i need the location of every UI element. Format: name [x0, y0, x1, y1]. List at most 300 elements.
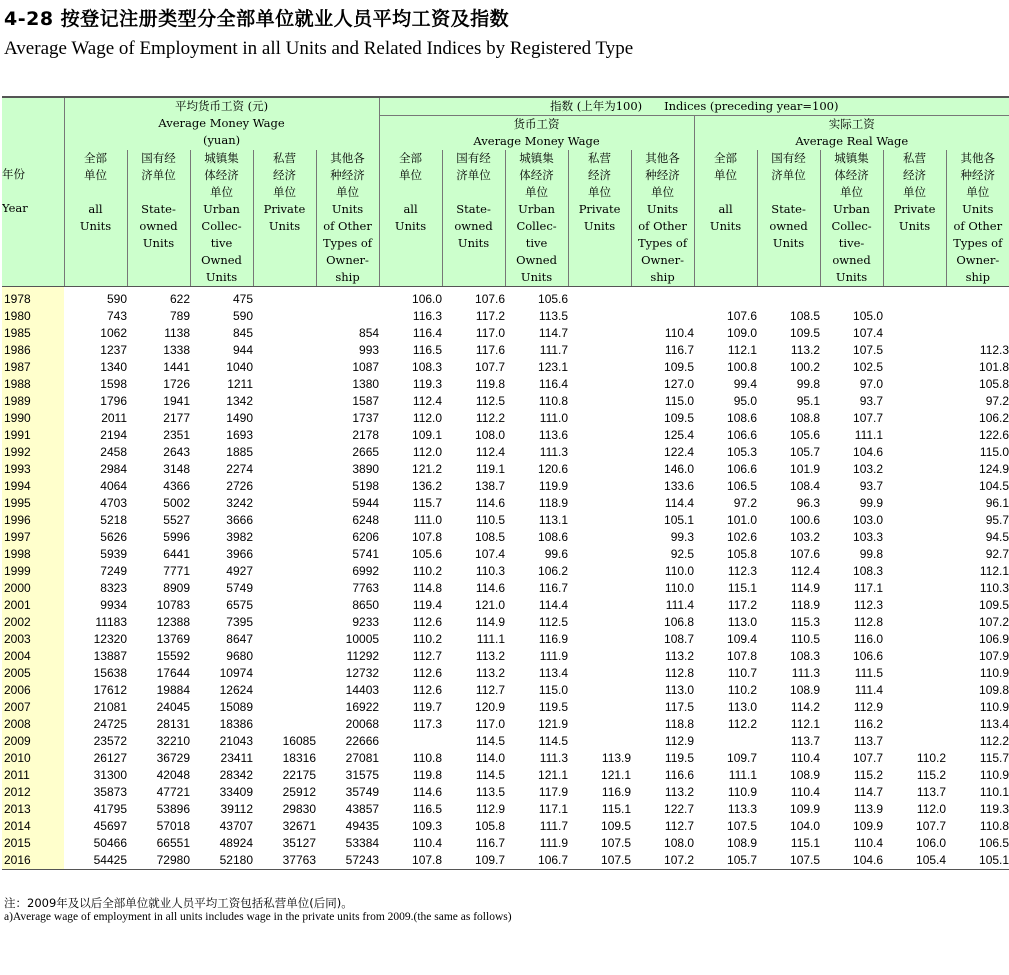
value-cell: 39112: [220, 802, 253, 816]
col-header-line: [128, 184, 190, 201]
value-cell: [757, 287, 820, 309]
year-cell: 2003: [2, 631, 64, 648]
value-cell: 115.3: [790, 615, 821, 629]
value-cell: 22175: [282, 768, 316, 782]
table-row: [2, 563, 1009, 580]
table-row: [2, 495, 1009, 512]
value-cell: [568, 563, 631, 580]
table-row: [2, 427, 1009, 444]
value-cell: 1342: [226, 394, 253, 408]
value-cell: 52180: [190, 852, 253, 870]
year-cell: 1995: [2, 495, 64, 512]
col-header-line: 单位: [714, 168, 738, 182]
col-header-line: Urban: [518, 202, 555, 216]
value-cell: 114.0: [475, 751, 506, 765]
value-cell: [568, 648, 631, 665]
value-cell: 99.8: [796, 377, 821, 391]
value-cell: 114.6: [412, 785, 443, 799]
col-header-wage-2: [190, 150, 253, 287]
value-cell: 105.4: [883, 852, 946, 870]
value-cell: 9934: [100, 598, 127, 612]
value-cell: 13887: [93, 649, 127, 663]
value-cell: [253, 308, 316, 325]
value-cell: 106.8: [664, 615, 695, 629]
year-cell: 1994: [2, 478, 64, 495]
col-header-line: Units: [394, 219, 427, 233]
value-cell: 106.9: [979, 632, 1009, 646]
value-cell: 5741: [352, 547, 380, 561]
col-header-line: Collec-: [201, 219, 242, 233]
value-cell: [253, 512, 316, 529]
value-cell: [568, 461, 631, 478]
value-cell: 113.2: [475, 666, 506, 680]
value-cell: 5198: [352, 479, 380, 493]
col-header-line: 单位: [399, 168, 423, 182]
value-cell: [253, 563, 316, 580]
value-cell: 1040: [226, 360, 253, 374]
col-header-line: 城镇集: [204, 151, 239, 165]
value-cell: [883, 631, 946, 648]
group-indices: 指数 (上年为100) Indices (preceding year=100): [379, 97, 1009, 116]
value-cell: [568, 410, 631, 427]
col-header-real-0: [694, 150, 757, 287]
value-cell: 125.4: [664, 428, 695, 442]
value-cell: 119.3: [979, 802, 1009, 816]
value-cell: 107.9: [979, 649, 1009, 663]
col-header-line: Units: [142, 236, 175, 250]
col-header-line: State-: [771, 202, 806, 216]
col-header-line: 其他各: [330, 151, 365, 165]
value-cell: 101.9: [790, 462, 821, 476]
year-cell: 1992: [2, 444, 64, 461]
value-cell: 115.7: [979, 751, 1009, 765]
value-cell: 112.1: [790, 717, 821, 731]
value-cell: 113.9: [601, 751, 632, 765]
value-cell: 2665: [352, 445, 380, 459]
wage-table: [2, 96, 1009, 870]
value-cell: 115.2: [853, 768, 884, 782]
value-cell: 1885: [226, 445, 253, 459]
group-average-money-wage: [64, 97, 379, 150]
value-cell: 119.9: [538, 479, 569, 493]
value-cell: 111.3: [791, 666, 821, 680]
value-cell: 108.9: [790, 683, 821, 697]
value-cell: 116.5: [412, 343, 443, 357]
value-cell: 124.9: [979, 462, 1009, 476]
col-header-line: Units: [79, 219, 112, 233]
value-cell: [253, 546, 316, 563]
value-cell: 117.0: [475, 717, 506, 731]
value-cell: 107.5: [601, 836, 632, 850]
value-cell: 112.2: [475, 411, 506, 425]
value-cell: 112.2: [979, 734, 1009, 748]
col-header-line: Owned: [201, 253, 242, 267]
page-title-en: Average Wage of Employment in all Units and Related Indices by Registered Type: [4, 38, 634, 59]
value-cell: 97.2: [733, 496, 758, 510]
value-cell: 112.6: [412, 666, 443, 680]
value-cell: 109.1: [412, 428, 443, 442]
value-cell: 25912: [282, 785, 316, 799]
value-cell: [253, 529, 316, 546]
value-cell: 590: [232, 309, 253, 323]
value-cell: 5002: [163, 496, 190, 510]
value-cell: 116.0: [853, 632, 884, 646]
value-cell: 29830: [282, 802, 316, 816]
col-header-line: Units: [268, 219, 301, 233]
value-cell: 109.9: [853, 819, 884, 833]
col-header-line: Collec-: [516, 219, 557, 233]
col-header-line: 济单位: [771, 168, 806, 182]
year-cell: 2004: [2, 648, 64, 665]
table-row: [2, 529, 1009, 546]
value-cell: 114.2: [790, 700, 821, 714]
value-cell: 99.4: [733, 377, 758, 391]
col-header-line: 城镇集: [834, 151, 869, 165]
value-cell: 108.9: [790, 768, 821, 782]
value-cell: 993: [359, 343, 380, 357]
col-header-line: 单位: [651, 185, 675, 199]
value-cell: 112.1: [979, 564, 1009, 578]
col-header-line: 单位: [966, 185, 990, 199]
col-header-line: all: [88, 202, 103, 216]
value-cell: [568, 716, 631, 733]
value-cell: 106.5: [979, 836, 1009, 850]
value-cell: 116.2: [853, 717, 884, 731]
col-header-real-1: [757, 150, 820, 287]
value-cell: 108.3: [853, 564, 884, 578]
year-cell: 1996: [2, 512, 64, 529]
value-cell: 8647: [226, 632, 253, 646]
year-cell: 1980: [2, 308, 64, 325]
value-cell: 37763: [253, 852, 316, 870]
col-header-line: Types of: [322, 236, 373, 250]
col-header-line: 全部: [84, 151, 107, 165]
group-real-wage-index: [694, 116, 1009, 151]
value-cell: 118.9: [790, 598, 821, 612]
value-cell: [568, 478, 631, 495]
value-cell: 115.7: [412, 496, 443, 510]
value-cell: 110.4: [790, 751, 821, 765]
col-header-line: 单位: [210, 185, 233, 199]
value-cell: 115.1: [601, 802, 632, 816]
value-cell: 3982: [226, 530, 253, 544]
value-cell: [253, 699, 316, 716]
value-cell: [568, 631, 631, 648]
value-cell: 101.8: [979, 360, 1009, 374]
value-cell: 109.0: [727, 326, 758, 340]
value-cell: 66551: [156, 836, 190, 850]
value-cell: 109.5: [601, 819, 632, 833]
value-cell: 2194: [100, 428, 127, 442]
value-cell: 105.6: [538, 292, 569, 306]
value-cell: 146.0: [664, 462, 695, 476]
table-row: [2, 325, 1009, 342]
value-cell: 108.6: [727, 411, 758, 425]
year-cell: 2015: [2, 835, 64, 852]
year-cell: 1987: [2, 359, 64, 376]
value-cell: 1340: [100, 360, 127, 374]
value-cell: 122.4: [664, 445, 695, 459]
col-header-line: Units: [205, 270, 238, 284]
value-cell: 119.3: [412, 377, 443, 391]
col-header-line: Private: [893, 202, 936, 216]
col-header-line: Units: [709, 219, 742, 233]
value-cell: 105.8: [727, 547, 758, 561]
value-cell: 4064: [100, 479, 127, 493]
table-row: [2, 835, 1009, 852]
value-cell: 113.5: [538, 309, 569, 323]
value-cell: 114.5: [475, 768, 506, 782]
value-cell: [253, 342, 316, 359]
value-cell: 110.5: [790, 632, 821, 646]
value-cell: [883, 563, 946, 580]
value-cell: 100.2: [790, 360, 821, 374]
value-cell: 2726: [226, 479, 253, 493]
col-header-line: Urban: [833, 202, 870, 216]
value-cell: 12320: [93, 632, 127, 646]
value-cell: [820, 287, 883, 309]
value-cell: 99.9: [859, 496, 884, 510]
value-cell: 113.7: [916, 785, 947, 799]
value-cell: [568, 393, 631, 410]
col-header-line: of Other: [323, 219, 372, 233]
value-cell: 110.8: [538, 394, 569, 408]
value-cell: [253, 580, 316, 597]
value-cell: 3966: [226, 547, 253, 561]
value-cell: [568, 733, 631, 750]
value-cell: 112.6: [412, 615, 443, 629]
value-cell: 102.5: [853, 360, 884, 374]
value-cell: 6206: [352, 530, 380, 544]
value-cell: 114.6: [475, 581, 506, 595]
value-cell: 854: [359, 326, 380, 340]
table-row: [2, 699, 1009, 716]
value-cell: 32671: [282, 819, 316, 833]
col-header-line: 经济: [903, 168, 927, 182]
value-cell: 116.6: [664, 768, 695, 782]
value-cell: 107.8: [379, 852, 442, 870]
col-header-line: Units: [962, 202, 994, 216]
value-cell: 104.6: [853, 445, 884, 459]
value-cell: 109.7: [727, 751, 758, 765]
value-cell: 41795: [93, 802, 127, 816]
col-header-line: 种经济: [960, 168, 996, 182]
value-cell: 1726: [163, 377, 190, 391]
value-cell: 108.0: [664, 836, 695, 850]
value-cell: 1587: [352, 394, 380, 408]
value-cell: [253, 665, 316, 682]
value-cell: 95.0: [733, 394, 758, 408]
value-cell: 10974: [219, 666, 253, 680]
value-cell: [883, 546, 946, 563]
value-cell: 113.7: [853, 734, 884, 748]
col-header-real-2: [820, 150, 883, 287]
value-cell: 110.9: [979, 700, 1009, 714]
value-cell: 1087: [352, 360, 380, 374]
year-cell: 2007: [2, 699, 64, 716]
year-cell: 2010: [2, 750, 64, 767]
value-cell: 24725: [93, 717, 127, 731]
col-header-line: Units: [583, 219, 616, 233]
value-cell: 33409: [219, 785, 253, 799]
group-money-en: Average Money Wage: [473, 134, 600, 148]
col-header-line: 私营: [903, 151, 927, 165]
value-cell: 109.5: [664, 360, 695, 374]
table-row: [2, 478, 1009, 495]
footnote-en: a)Average wage of employment in all units includes wage in the private units from 2009.(the same as follows): [4, 911, 512, 923]
value-cell: [568, 699, 631, 716]
value-cell: 1138: [164, 326, 190, 340]
value-cell: 12388: [156, 615, 190, 629]
value-cell: [883, 478, 946, 495]
value-cell: 112.3: [979, 343, 1009, 357]
col-header-line: 其他各: [960, 151, 996, 165]
col-header-wage-1: [127, 150, 190, 287]
value-cell: 2984: [100, 462, 127, 476]
col-header-line: 全部: [714, 151, 738, 165]
value-cell: 112.0: [916, 802, 947, 816]
value-cell: 114.9: [790, 581, 821, 595]
value-cell: 113.0: [664, 683, 695, 697]
value-cell: 96.1: [985, 496, 1009, 510]
col-header-line: of Other: [953, 219, 1003, 233]
value-cell: 107.6: [790, 547, 821, 561]
value-cell: 1338: [163, 343, 190, 357]
table-row: [2, 546, 1009, 563]
year-cell: 2016: [2, 852, 64, 870]
value-cell: 113.4: [538, 666, 569, 680]
value-cell: 107.7: [475, 360, 506, 374]
table-row: [2, 580, 1009, 597]
value-cell: 112.9: [664, 734, 695, 748]
value-cell: 110.9: [979, 666, 1009, 680]
col-header-line: 国有经: [456, 151, 491, 165]
col-header-line: tive: [525, 236, 548, 250]
value-cell: 99.6: [544, 547, 569, 561]
value-cell: 42048: [156, 768, 190, 782]
value-cell: 109.7: [442, 852, 505, 870]
col-header-wage-4: [316, 150, 379, 287]
value-cell: 1490: [226, 411, 253, 425]
value-cell: 107.8: [727, 649, 758, 663]
value-cell: 122.6: [979, 428, 1009, 442]
value-cell: 8909: [163, 581, 190, 595]
value-cell: [568, 546, 631, 563]
value-cell: 43857: [345, 802, 380, 816]
value-cell: 113.6: [538, 428, 569, 442]
value-cell: 110.7: [727, 666, 758, 680]
value-cell: 112.1: [727, 343, 758, 357]
value-cell: 116.9: [601, 785, 632, 799]
value-cell: 117.3: [412, 717, 443, 731]
value-cell: 10783: [156, 598, 190, 612]
value-cell: 115.1: [727, 581, 758, 595]
value-cell: 99.8: [859, 547, 884, 561]
col-header-line: 种经济: [645, 168, 680, 182]
value-cell: [883, 512, 946, 529]
value-cell: [694, 733, 757, 750]
value-cell: 1737: [352, 411, 380, 425]
value-cell: [253, 597, 316, 614]
value-cell: 23411: [220, 751, 253, 765]
value-cell: 114.4: [538, 598, 569, 612]
value-cell: [379, 733, 442, 750]
value-cell: 111.3: [539, 751, 569, 765]
group-wage-line-1: 平均货币工资 (元): [174, 99, 269, 113]
col-header-line: owned: [832, 253, 871, 267]
value-cell: [253, 461, 316, 478]
value-cell: 2177: [163, 411, 190, 425]
col-header-money-4: [631, 150, 694, 287]
value-cell: 113.7: [790, 734, 821, 748]
year-header: [2, 97, 64, 287]
value-cell: 114.4: [664, 496, 695, 510]
year-cell: 2013: [2, 801, 64, 818]
value-cell: 112.9: [475, 802, 506, 816]
table-row: [2, 648, 1009, 665]
col-header-line: 单位: [588, 185, 612, 199]
value-cell: 113.2: [664, 649, 695, 663]
value-cell: 17644: [156, 666, 190, 680]
value-cell: [883, 461, 946, 478]
value-cell: 113.4: [979, 717, 1009, 731]
table-row: [2, 682, 1009, 699]
col-header-line: 全部: [399, 151, 423, 165]
value-cell: 106.6: [727, 462, 758, 476]
value-cell: 111.1: [728, 768, 758, 782]
value-cell: 103.0: [853, 513, 884, 527]
value-cell: 107.5: [757, 852, 820, 870]
year-cell: 2012: [2, 784, 64, 801]
value-cell: 2274: [226, 462, 253, 476]
value-cell: 18316: [282, 751, 316, 765]
footnote-cn: 注：2009年及以后全部单位就业人员平均工资包括私营单位(后同)。: [4, 896, 353, 910]
value-cell: 96.3: [796, 496, 821, 510]
value-cell: 92.7: [985, 547, 1009, 561]
value-cell: 23572: [93, 734, 127, 748]
value-cell: 110.4: [664, 326, 695, 340]
col-header-line: Types of: [638, 236, 688, 250]
value-cell: 7771: [163, 564, 190, 578]
value-cell: 105.6: [412, 547, 443, 561]
value-cell: 118.9: [538, 496, 569, 510]
value-cell: 12624: [219, 683, 253, 697]
value-cell: 136.2: [412, 479, 443, 493]
table-row: [2, 631, 1009, 648]
value-cell: 590: [106, 292, 127, 306]
col-header-line: Owner-: [956, 253, 1000, 267]
value-cell: [568, 287, 631, 309]
value-cell: 20068: [345, 717, 380, 731]
table-row: [2, 733, 1009, 750]
value-cell: 112.2: [727, 717, 758, 731]
col-header-money-0: [379, 150, 442, 287]
value-cell: 15638: [93, 666, 127, 680]
value-cell: 104.0: [790, 819, 821, 833]
value-cell: 112.3: [853, 598, 884, 612]
value-cell: 114.7: [853, 785, 884, 799]
group-wage-line-3: (yuan): [202, 133, 241, 147]
col-header-money-2: [505, 150, 568, 287]
value-cell: [946, 325, 1009, 342]
value-cell: [883, 597, 946, 614]
value-cell: 15089: [219, 700, 253, 714]
year-header-en: Year: [2, 201, 28, 215]
col-header-line: 济单位: [141, 168, 176, 182]
value-cell: 114.5: [538, 734, 569, 748]
value-cell: [883, 716, 946, 733]
value-cell: 944: [232, 343, 253, 357]
